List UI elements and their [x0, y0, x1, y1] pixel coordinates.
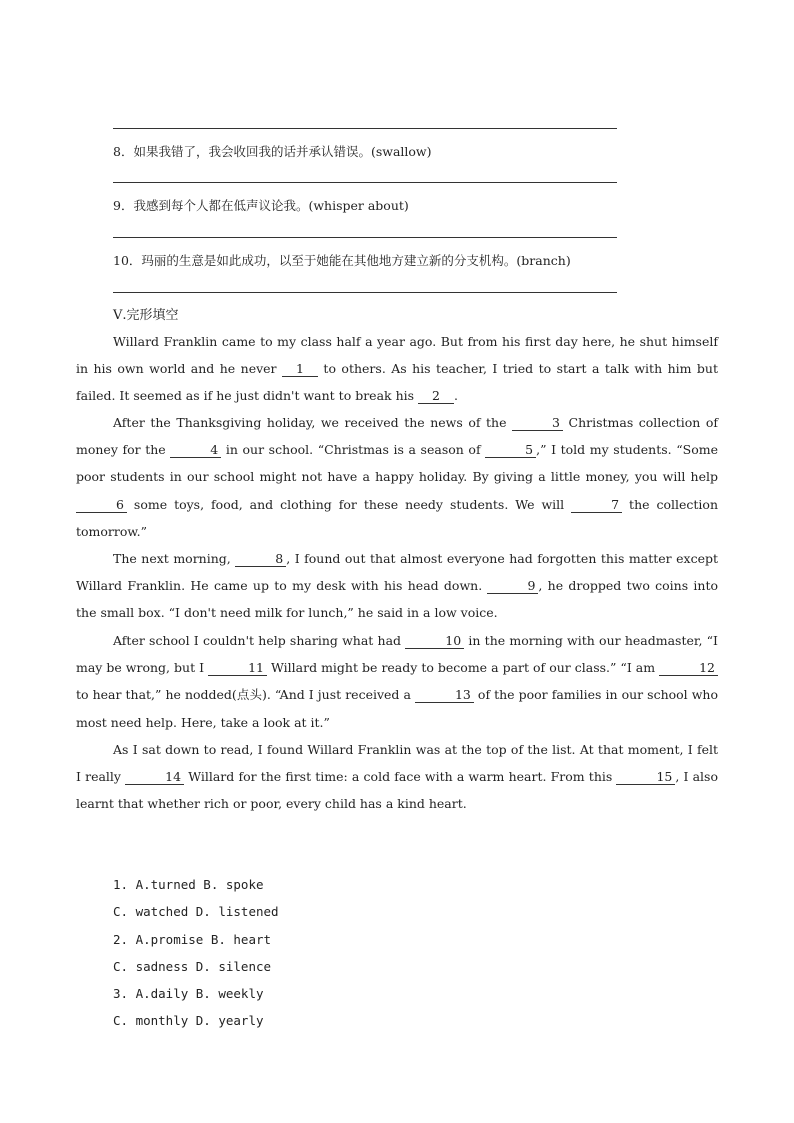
passage-text: Willard for the first time: a cold face with a warm heart. From this: [184, 769, 617, 785]
option-line: C. monthly D. yearly: [113, 1013, 264, 1028]
passage-text: After the Thanksgiving holiday, we received the news of the: [113, 415, 513, 430]
passage-paragraph-2: [76, 409, 718, 545]
blank-2: 2: [418, 388, 454, 404]
translation-item-8: 8．如果我错了，我会收回我的话并承认错误。(swallow): [113, 144, 432, 159]
passage-paragraph-1: [76, 328, 718, 410]
passage-text: As I sat down to read, I found Willard Franklin was at the top of the list. At that moment, I felt I really: [76, 742, 718, 785]
blank-12: 12: [659, 660, 718, 676]
blank-5: 5: [485, 442, 536, 458]
passage-text: , he dropped two coins into the small box. “I don't need milk for lunch,” he said in a low voice.: [76, 578, 718, 621]
passage-text: some toys, food, and clothing for these needy students. We will: [126, 496, 572, 512]
option-line: 1. A.turned B. spoke: [113, 877, 264, 892]
blank-7: 7: [571, 497, 622, 513]
passage-paragraph-4: [76, 627, 718, 736]
option-line: 3. A.daily B. weekly: [113, 986, 264, 1001]
passage-text: in the morning with our headmaster, “I may be wrong, but I: [76, 633, 718, 676]
passage-text: .: [454, 388, 458, 404]
blank-9: 9: [487, 578, 538, 594]
translation-item-9: 9．我感到每个人都在低声议论我。(whisper about): [113, 198, 409, 213]
passage-text: the collection tomorrow.”: [76, 496, 718, 539]
option-line: C. sadness D. silence: [113, 959, 272, 974]
passage-text: After school I couldn't help sharing what had: [113, 633, 406, 648]
passage-text: to hear that,” he nodded(点头). “And I just received a: [76, 687, 415, 703]
passage-text: , I also learnt that whether rich or poor, every child has a kind heart.: [76, 769, 718, 812]
answer-line-7: [113, 128, 617, 129]
blank-11: 11: [208, 660, 267, 676]
blank-14: 14: [125, 769, 184, 785]
answer-line-10: [113, 292, 617, 293]
blank-6: 6: [76, 497, 127, 513]
answer-line-9: [113, 237, 617, 238]
blank-8: 8: [235, 551, 286, 567]
passage-text: to others. As his teacher, I tried to start a talk with him but failed. It seemed as if he just didn't want to break his: [76, 361, 719, 404]
passage-text: in our school. “Christmas is a season of: [221, 442, 486, 458]
passage-text: of the poor families in our school who most need help. Here, take a look at it.”: [76, 687, 718, 730]
answer-line-8: [113, 182, 617, 183]
blank-15: 15: [616, 769, 675, 785]
option-line: C. watched D. listened: [113, 904, 279, 919]
passage-text: ,” I told my students. “Some poor students in our school might not have a happy holiday. By giving a little money, you will help: [76, 442, 718, 485]
passage-text: Christmas collection of money for the: [76, 415, 718, 458]
passage-paragraph-5: [76, 736, 718, 818]
blank-4: 4: [170, 442, 221, 458]
blank-3: 3: [512, 415, 563, 431]
passage-paragraph-3: [76, 545, 718, 627]
translation-item-10: 10．玛丽的生意是如此成功，以至于她能在其他地方建立新的分支机构。(branch): [113, 253, 571, 268]
option-line: 2. A.promise B. heart: [113, 932, 272, 947]
blank-10: 10: [405, 633, 464, 649]
passage-text: Willard Franklin came to my class half a year ago. But from his first day here, he shut himself in his own world and he never: [76, 334, 718, 377]
passage-text: , I found out that almost everyone had forgotten this matter except Willard Franklin. He came up to my desk with his head down.: [76, 551, 718, 594]
blank-1: 1: [282, 361, 318, 377]
passage-text: The next morning,: [113, 551, 236, 566]
section-title: Ⅴ.完形填空: [113, 308, 179, 323]
blank-13: 13: [415, 687, 474, 703]
passage-text: Willard might be ready to become a part of our class.” “I am: [267, 660, 660, 676]
